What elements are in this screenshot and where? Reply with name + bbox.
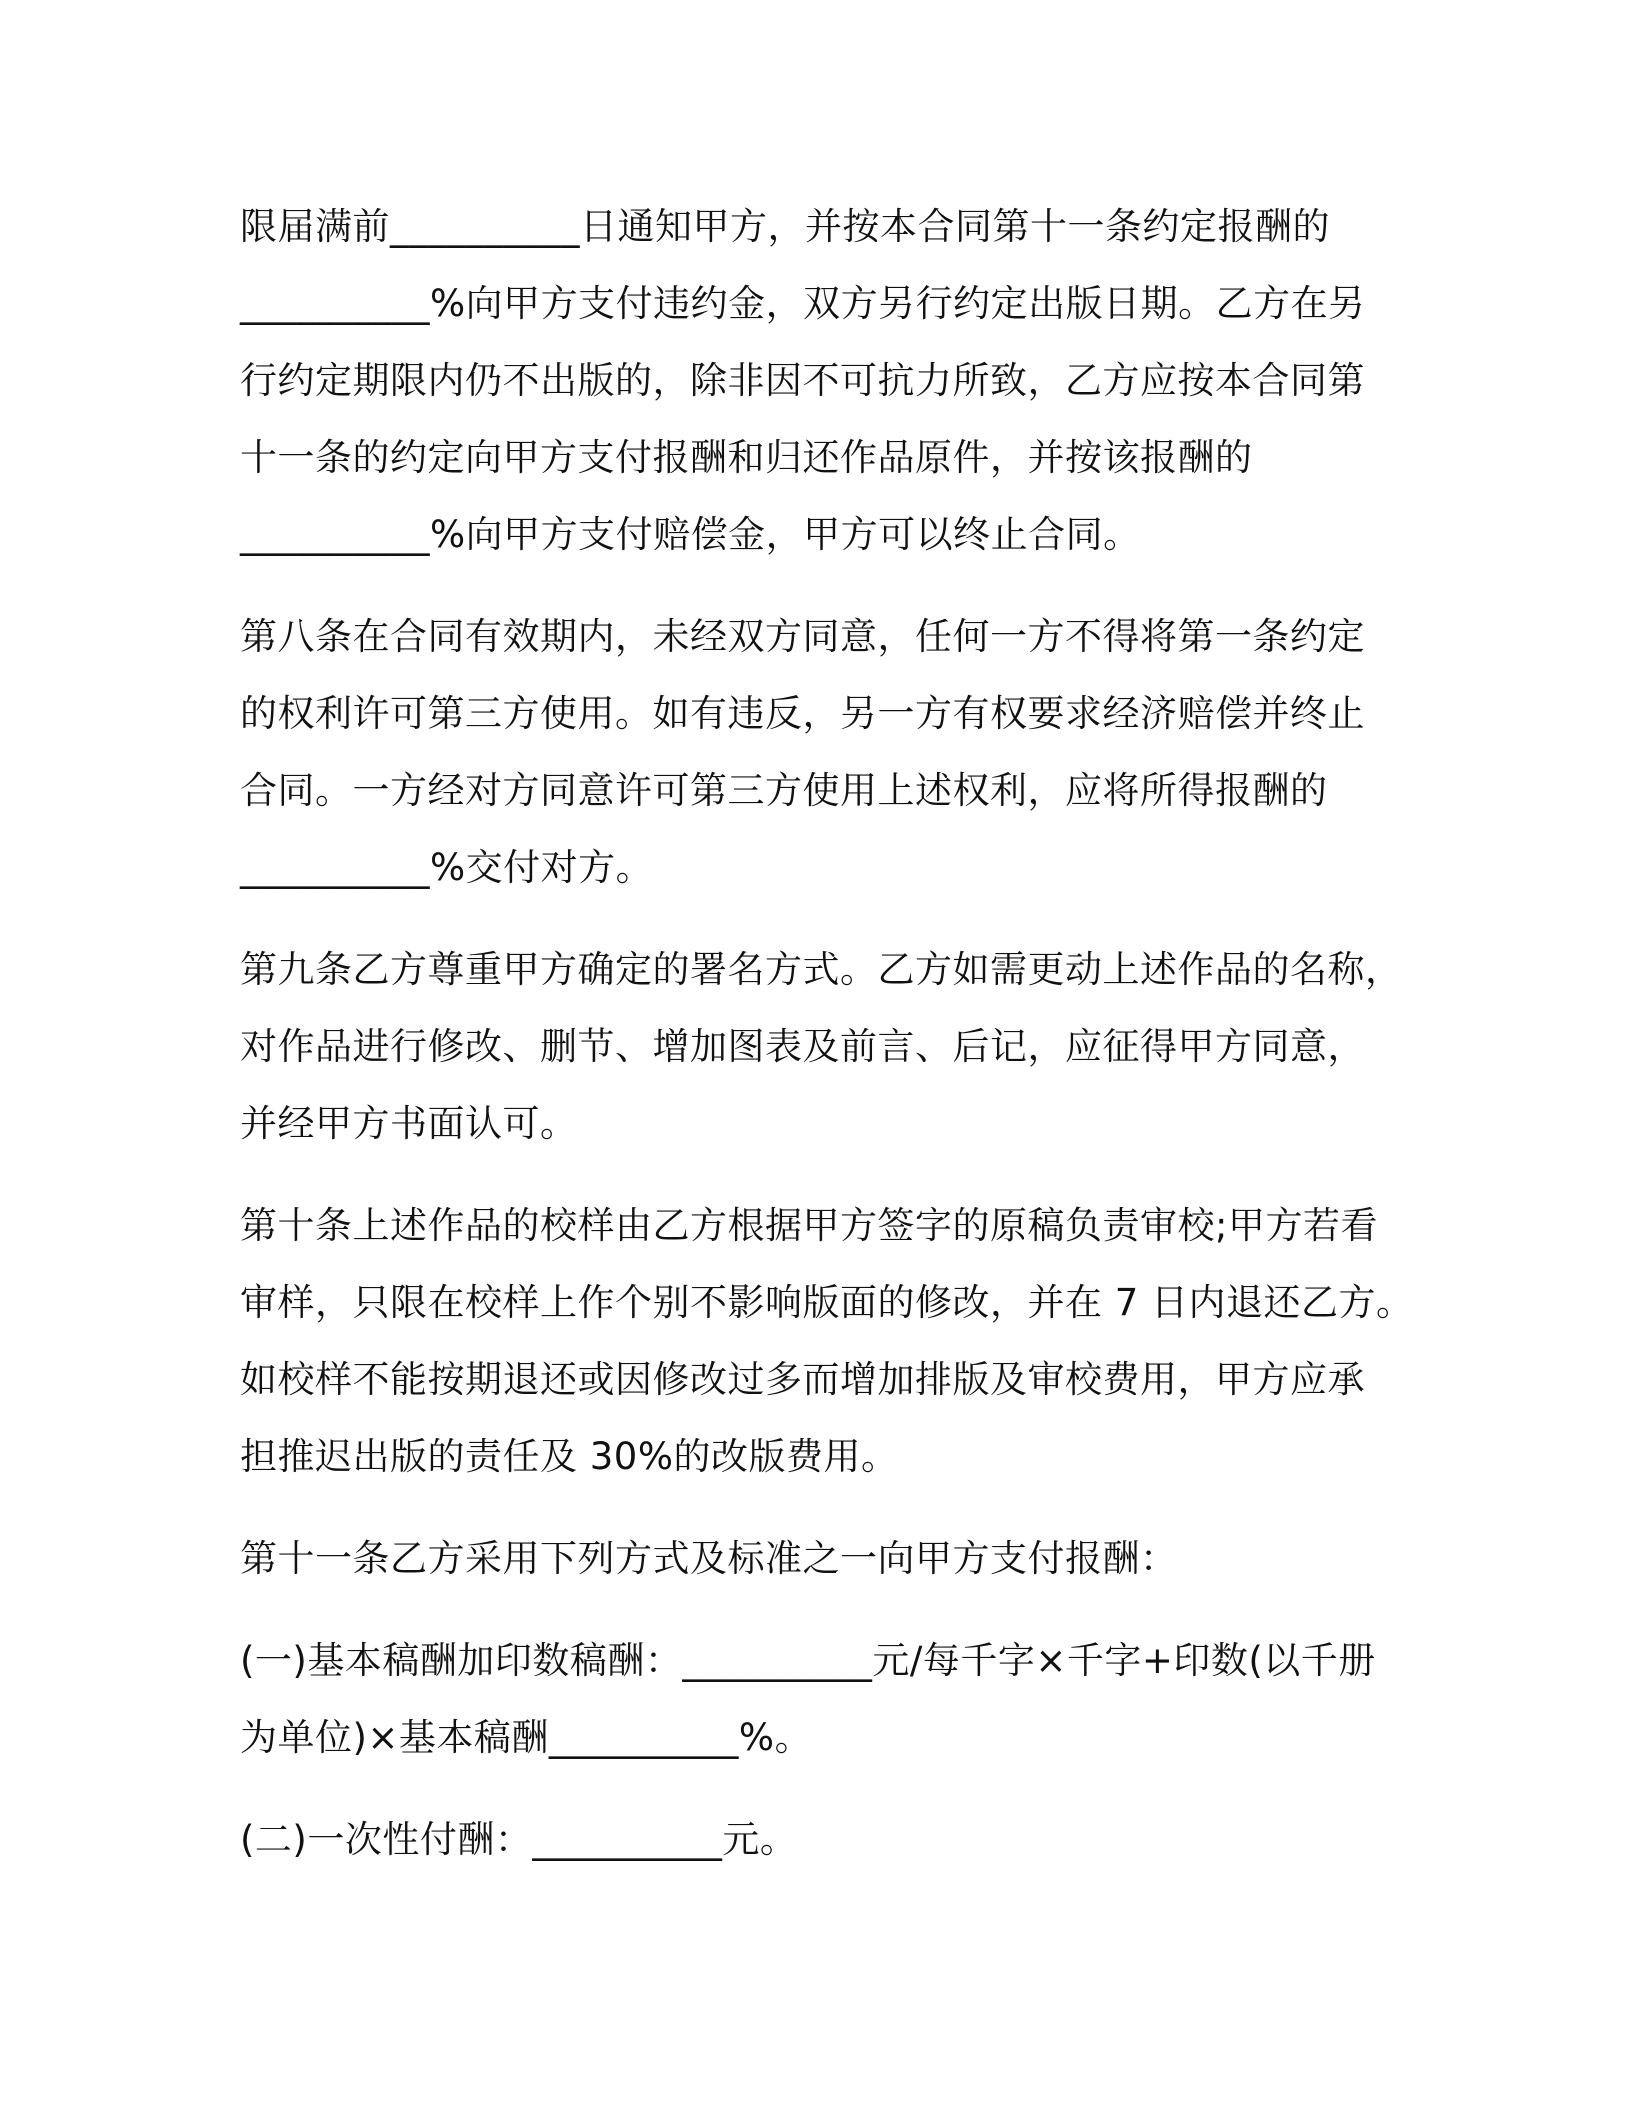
paragraph-article-11: [240, 1520, 1400, 1597]
text-line: (一)基本稿酬加印数稿酬：__________元/每千字×千字+印数(以千册: [240, 1639, 1376, 1682]
text-line: 第九条乙方尊重甲方确定的署名方式。乙方如需更动上述作品的名称，: [240, 948, 1403, 991]
text-line: 审样，只限在校样上作个别不影响版面的修改，并在 7 日内退还乙方。: [240, 1281, 1414, 1324]
text-line: (二)一次性付酬：__________元。: [240, 1818, 798, 1861]
paragraph-article-8: [240, 598, 1400, 906]
text-line: 行约定期限内仍不出版的，除非因不可抗力所致，乙方应按本合同第: [240, 359, 1365, 402]
document-body: [240, 188, 1414, 1903]
text-line: __________%向甲方支付赔偿金，甲方可以终止合同。: [240, 513, 1141, 556]
text-line: 十一条的约定向甲方支付报酬和归还作品原件，并按该报酬的: [240, 436, 1253, 479]
text-line: __________%交付对方。: [240, 846, 654, 889]
text-line: 对作品进行修改、删节、增加图表及前言、后记，应征得甲方同意，: [240, 1025, 1365, 1068]
paragraph-continuation: [240, 188, 1400, 573]
text-line: 担推迟出版的责任及 30%的改版费用。: [240, 1435, 899, 1478]
text-line: 合同。一方经对方同意许可第三方使用上述权利，应将所得报酬的: [240, 769, 1328, 812]
text-line: 的权利许可第三方使用。如有违反，另一方有权要求经济赔偿并终止: [240, 692, 1365, 735]
text-line: 并经甲方书面认可。: [240, 1102, 578, 1145]
paragraph-item-1: [240, 1622, 1400, 1776]
paragraph-item-2: [240, 1801, 1400, 1878]
paragraph-article-9: [240, 931, 1403, 1162]
text-line: 第十一条乙方采用下列方式及标准之一向甲方支付报酬：: [240, 1537, 1178, 1580]
text-line: 为单位)×基本稿酬__________%。: [240, 1716, 813, 1759]
text-line: 如校样不能按期退还或因修改过多而增加排版及审校费用，甲方应承: [240, 1358, 1365, 1401]
text-line: 限届满前__________日通知甲方，并按本合同第十一条约定报酬的: [240, 205, 1330, 248]
paragraph-article-10: [240, 1187, 1414, 1495]
text-line: 第十条上述作品的校样由乙方根据甲方签字的原稿负责审校;甲方若看: [240, 1204, 1378, 1247]
text-line: 第八条在合同有效期内，未经双方同意，任何一方不得将第一条约定: [240, 615, 1365, 658]
text-line: __________%向甲方支付违约金，双方另行约定出版日期。乙方在另: [240, 282, 1366, 325]
